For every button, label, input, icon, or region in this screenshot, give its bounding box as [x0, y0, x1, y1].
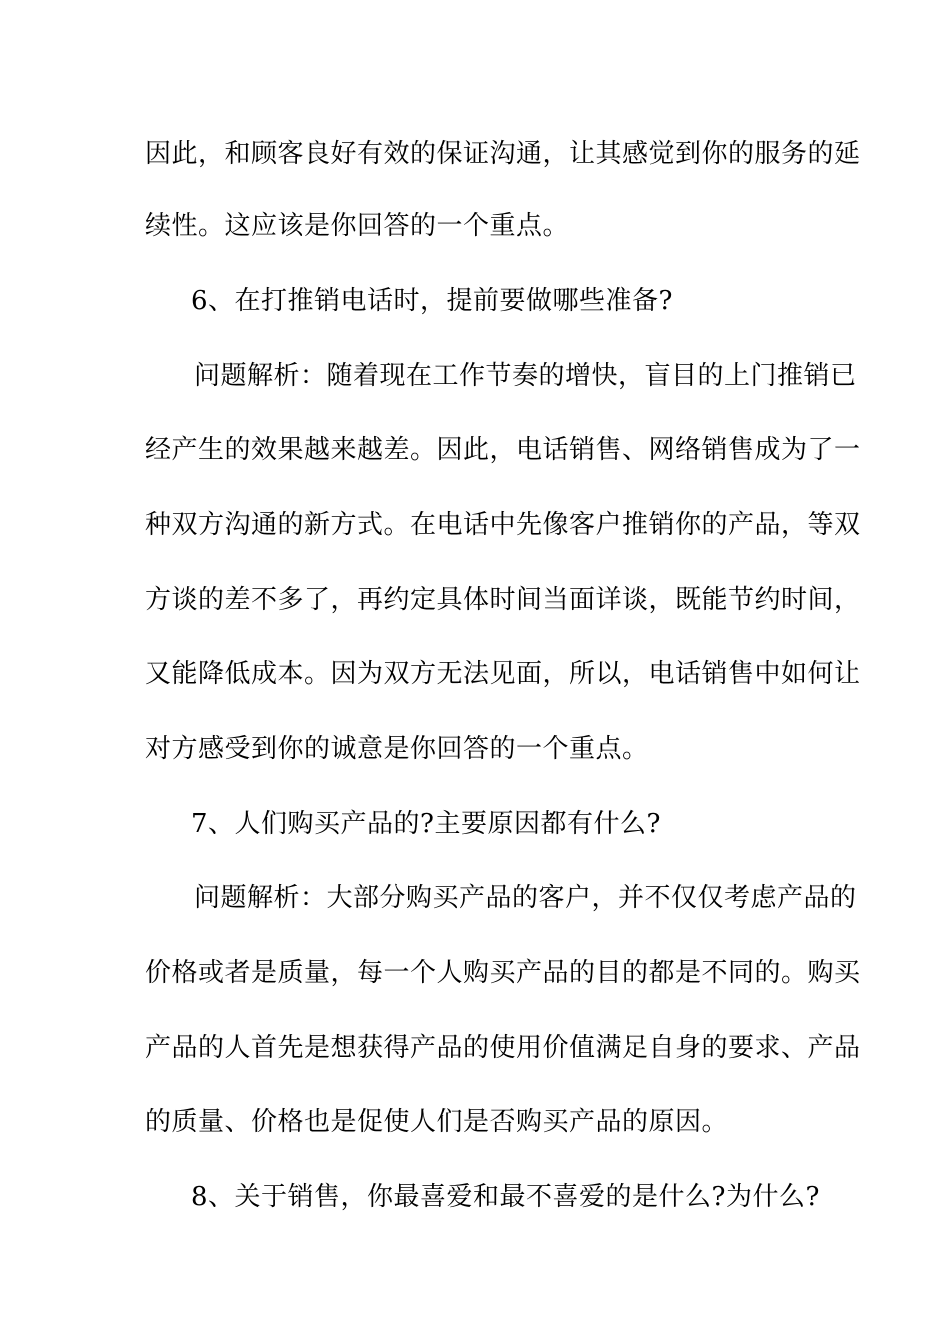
question-heading-7: 7、人们购买产品的?主要原因都有什么?: [191, 809, 661, 839]
paragraph-line: 对方感受到你的诚意是你回答的一个重点。: [145, 734, 649, 764]
paragraph-line: 的质量、价格也是促使人们是否购买产品的原因。: [145, 1107, 729, 1137]
paragraph-line: 问题解析：大部分购买产品的客户，并不仅仅考虑产品的: [194, 883, 857, 913]
paragraph-line: 经产生的效果越来越差。因此，电话销售、网络销售成为了一: [145, 435, 861, 465]
paragraph-line: 又能降低成本。因为双方无法见面，所以，电话销售中如何让: [145, 659, 861, 689]
paragraph-line: 问题解析：随着现在工作节奏的增快，盲目的上门推销已: [194, 361, 857, 391]
paragraph-line: 方谈的差不多了，再约定具体时间当面详谈，既能节约时间，: [145, 585, 861, 615]
question-heading-6: 6、在打推销电话时，提前要做哪些准备?: [191, 286, 673, 316]
paragraph-line: 续性。这应该是你回答的一个重点。: [145, 211, 570, 241]
paragraph-line: 价格或者是质量，每一个人购买产品的目的都是不同的。购买: [145, 958, 861, 988]
paragraph-line: 因此，和顾客良好有效的保证沟通，让其感觉到你的服务的延: [145, 139, 861, 169]
paragraph-line: 产品的人首先是想获得产品的使用价值满足自身的要求、产品: [145, 1033, 861, 1063]
question-heading-8: 8、关于销售，你最喜爱和最不喜爱的是什么?为什么?: [191, 1182, 820, 1212]
paragraph-line: 种双方沟通的新方式。在电话中先像客户推销你的产品，等双: [145, 510, 861, 540]
